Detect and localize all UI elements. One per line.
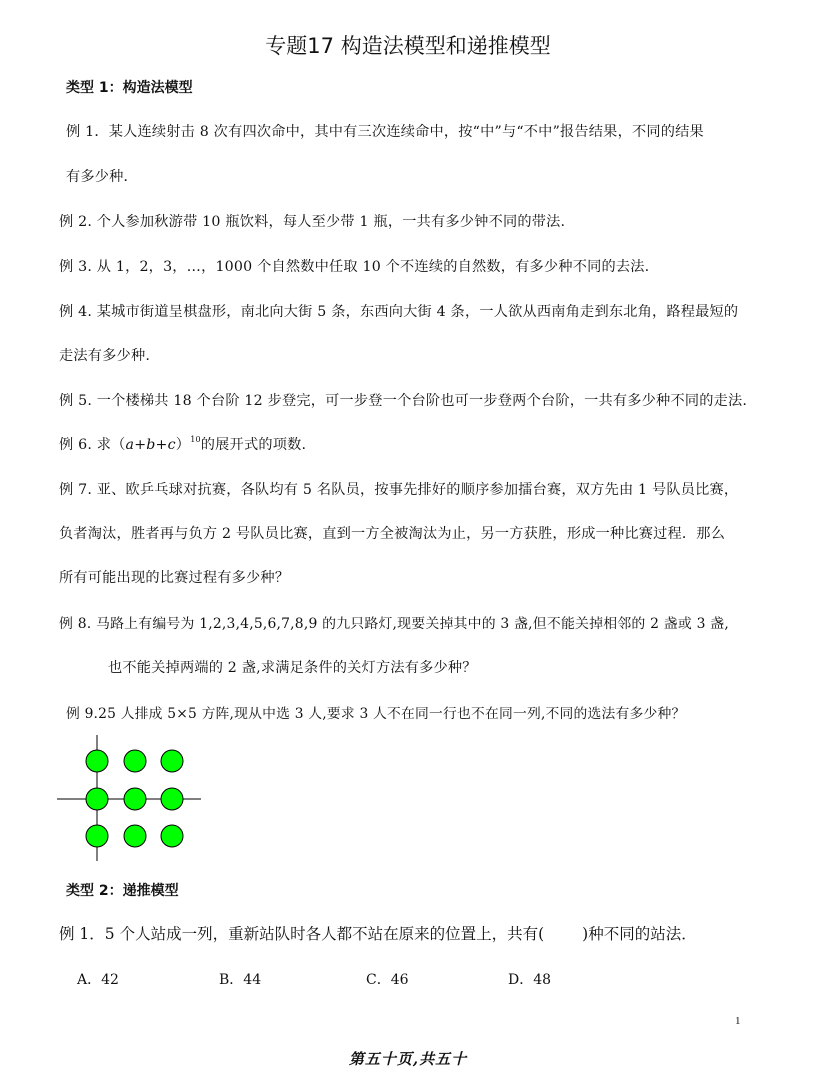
example-3: 例 3. 从 1，2，3，…，1000 个自然数中任取 10 个不连续的自然数，有多少种不同的去法. [59,259,650,275]
example-6 [59,434,306,454]
grid-dot [161,788,183,810]
grid-dot [86,788,108,810]
section-heading-recursion: 类型 2：递推模型 [66,883,179,899]
option-a: A．42 [77,972,119,988]
example-1-line-2: 有多少种． [66,169,138,185]
grid-dot [86,825,108,847]
option-d: D．48 [508,972,552,988]
example-4-line-2: 走法有多少种. [59,348,151,364]
example-9: 例 9.25 人排成 5×5 方阵,现从中选 3 人,要求 3 人不在同一行也不在同一列,不同的选法有多少种？ [66,706,686,722]
grid-dot [161,750,183,772]
grid-dot [86,750,108,772]
page-title: 专题17 构造法模型和递推模型 [265,34,551,58]
example-6-close: ） [175,437,191,453]
question-1 [59,922,697,944]
example-6-prefix: 例 6. 求（ [59,437,126,453]
page-number: 1 [735,1015,741,1027]
section-heading-construction: 类型 1：构造法模型 [66,80,193,96]
grid-diagram [55,735,215,865]
example-6-exponent: 10 [190,435,201,444]
grid-dot [161,825,183,847]
grid-dot [124,788,146,810]
question-1-suffix: )种不同的站法． [582,925,697,943]
example-2: 例 2. 个人参加秋游带 10 瓶饮料，每人至少带 1 瓶，一共有多少钟不同的带法. [59,214,566,230]
page-footer: 第五十页,共五十 [348,1050,468,1068]
example-1-line-1: 例 1．某人连续射击 8 次有四次命中，其中有三次连续命中，按“中”与“不中”报告结果，不同的结果 [66,124,704,140]
example-6-expression: a+b+c [125,437,176,453]
example-8-line-2: 也不能关掉两端的 2 盏,求满足条件的关灯方法有多少种？ [108,660,477,676]
question-1-prefix: 例 1．5 个人站成一列，重新站队时各人都不站在原来的位置上，共有( [59,925,545,943]
example-4-line-1: 例 4. 某城市街道呈棋盘形，南北向大街 5 条，东西向大街 4 条，一人欲从西南角走到东北角，路程最短的 [59,304,739,320]
option-c: C．46 [366,972,409,988]
example-5: 例 5. 一个楼梯共 18 个台阶 12 步登完，可一步登一个台阶也可一步登两个台阶，一共有多少种不同的走法. [59,393,748,409]
example-8-line-1: 例 8. 马路上有编号为 1,2,3,4,5,6,7,8,9 的九只路灯,现要关掉其中的 3 盏,但不能关掉相邻的 2 盏或 3 盏, [59,616,729,632]
grid-dot [124,750,146,772]
grid-dot [124,825,146,847]
example-7-line-2: 负者淘汰，胜者再与负方 2 号队员比赛，直到一方全被淘汰为止，另一方获胜，形成一种比赛过程．那么 [59,526,726,542]
example-7-line-1: 例 7. 亚、欧乒乓球对抗赛，各队均有 5 名队员，按事先排好的顺序参加擂台赛，双方先由 1 号队员比赛， [59,482,739,498]
example-7-line-3: 所有可能出现的比赛过程有多少种？ [59,570,290,586]
example-6-suffix: 的展开式的项数. [200,437,307,453]
option-b: B．44 [219,972,262,988]
